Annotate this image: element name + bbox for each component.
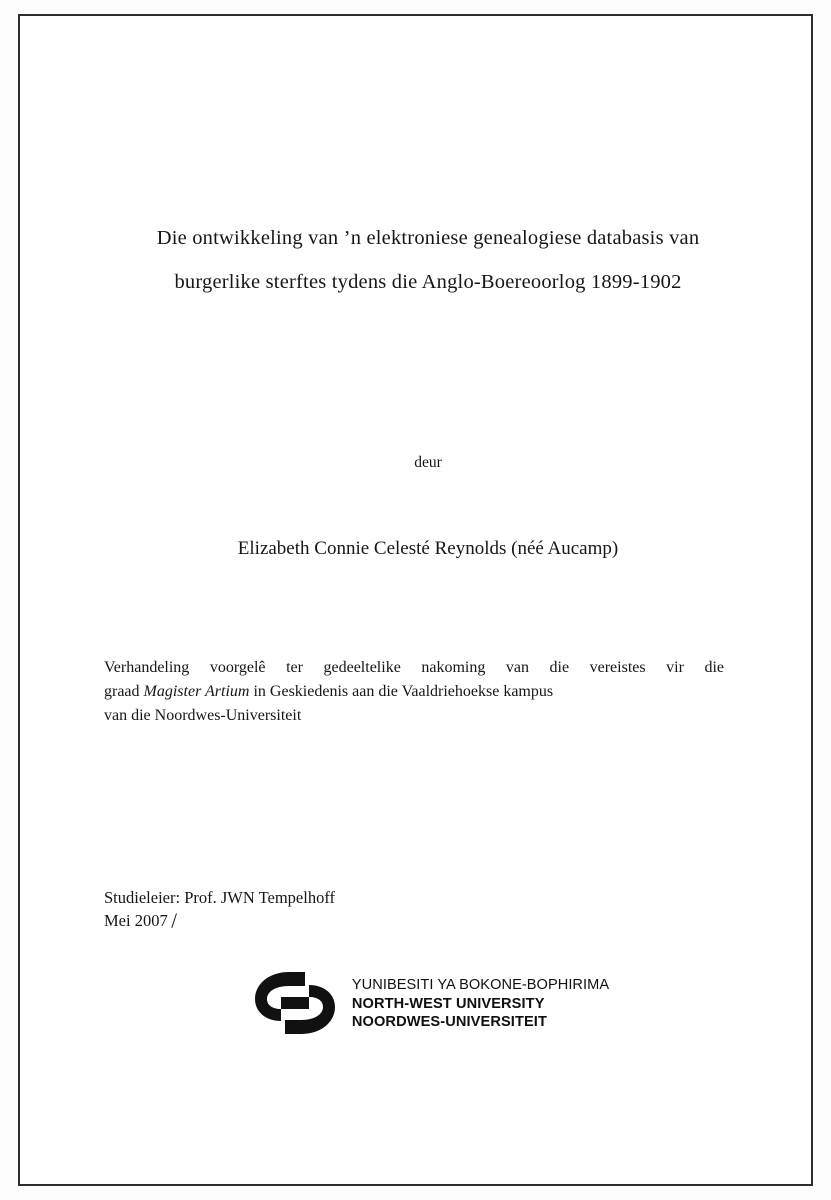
author-name: Elizabeth Connie Celesté Reynolds (néé Aucamp) — [237, 538, 619, 559]
submission-line-3: van die Noordwes-Universiteit — [104, 707, 302, 724]
logo-text-block — [352, 974, 609, 1031]
submission-line-1: Verhandeling voorgelê ter gedeeltelike nakoming van die vereistes vir die — [104, 659, 724, 676]
nwu-logo-icon — [247, 966, 343, 1040]
university-logo — [104, 966, 752, 1040]
submission-line-2-pre: graad — [104, 683, 144, 700]
date-text: Mei 2007 — [104, 911, 168, 930]
scanned-page-border — [18, 14, 813, 1186]
degree-name: Magister Artium — [143, 683, 250, 700]
title-line-2: burgerlike sterftes tydens die Anglo-Boereoorlog 1899-1902 — [174, 271, 682, 293]
date-line — [104, 909, 168, 932]
title-line-1: Die ontwikkeling van ’n elektroniese genealogiese databasis van — [156, 227, 700, 249]
supervisor-and-date — [104, 886, 752, 932]
submission-line-2-post: in Geskiedenis aan die Vaaldriehoekse kampus — [249, 683, 554, 700]
thesis-title — [104, 216, 752, 304]
title-page-content — [104, 56, 752, 1156]
submission-statement — [104, 656, 724, 728]
by-word: deur — [414, 454, 442, 471]
logo-line-1: YUNIBESITI YA BOKONE-BOPHIRIMA — [351, 977, 610, 994]
supervisor-line: Studieleier: Prof. JWN Tempelhoff — [104, 888, 336, 907]
logo-line-3: NOORDWES-UNIVERSITEIT — [351, 1014, 547, 1031]
submission-line-2 — [104, 680, 724, 704]
logo-line-2: NORTH-WEST UNIVERSITY — [351, 995, 545, 1012]
